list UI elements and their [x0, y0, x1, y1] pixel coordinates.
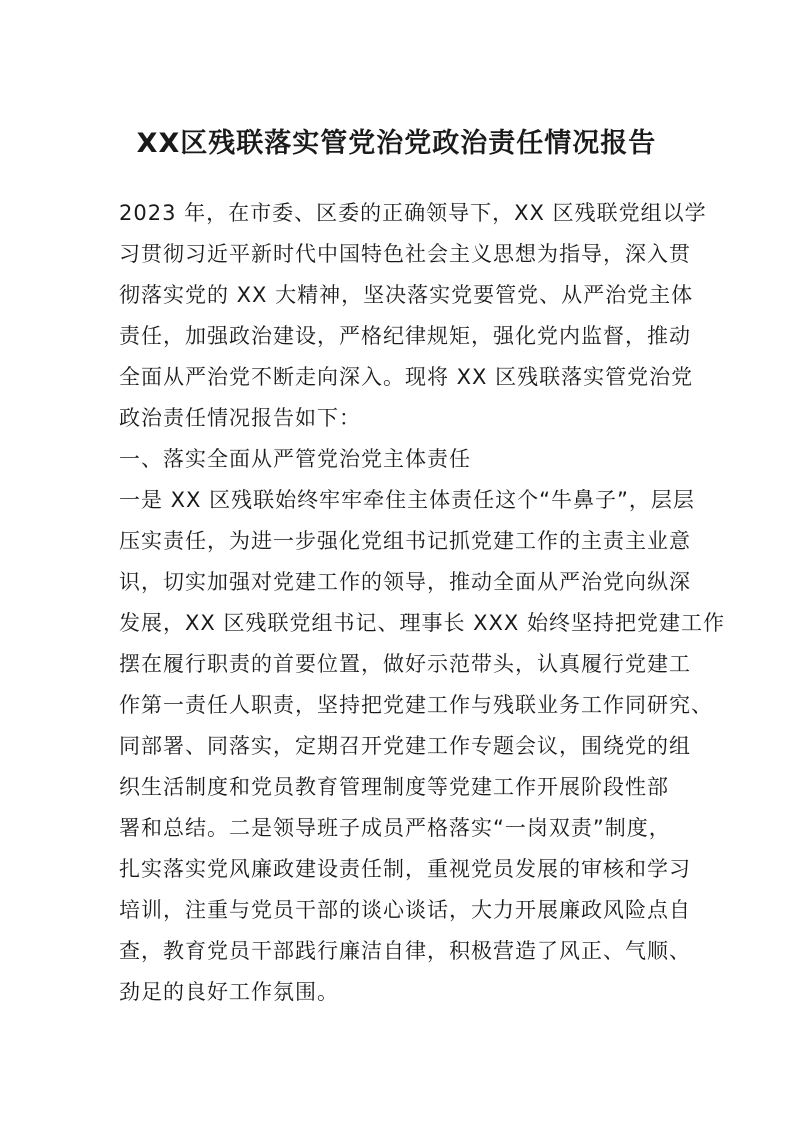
- text-line: 扎实落实党风廉政建设责任制，重视党员发展的审核和学习: [119, 857, 691, 881]
- text-line: 培训，注重与党员干部的谈心谈话，大力开展廉政风险点自: [119, 898, 691, 922]
- document-title: XX区残联落实管党治党政治责任情况报告: [136, 128, 657, 159]
- text-line: 作第一责任人职责，坚持把党建工作与残联业务工作同研究、: [119, 693, 713, 717]
- text-line: 2023 年，在市委、区委的正确领导下，XX 区残联党组以学: [119, 201, 707, 225]
- section-heading: 一、落实全面从严管党治党主体责任: [119, 447, 471, 471]
- text-line: 责任，加强政治建设，严格纪律规矩，强化党内监督，推动: [119, 324, 691, 348]
- text-line: 织生活制度和党员教育管理制度等党建工作开展阶段性部: [119, 775, 669, 799]
- text-line: 政治责任情况报告如下：: [119, 406, 361, 430]
- text-line: 彻落实党的 XX 大精神，坚决落实党要管党、从严治党主体: [119, 283, 694, 307]
- text-line: 习贯彻习近平新时代中国特色社会主义思想为指导，深入贯: [119, 242, 691, 266]
- text-line: 署和总结。二是领导班子成员严格落实“一岗双责”制度，: [119, 816, 671, 840]
- text-line: 同部署、同落实，定期召开党建工作专题会议，围绕党的组: [119, 734, 691, 758]
- text-line: 识，切实加强对党建工作的领导，推动全面从严治党向纵深: [119, 570, 691, 594]
- text-line: 劲足的良好工作氛围。: [119, 980, 339, 1004]
- document-body: [119, 193, 725, 1013]
- text-line: 一是 XX 区残联始终牢牢牵住主体责任这个“牛鼻子”，层层: [119, 488, 695, 512]
- text-line: 摆在履行职责的首要位置，做好示范带头，认真履行党建工: [119, 652, 691, 676]
- text-line: 发展，XX 区残联党组书记、理事长 XXX 始终坚持把党建工作: [119, 611, 725, 635]
- text-line: 压实责任，为进一步强化党组书记抓党建工作的主责主业意: [119, 529, 691, 553]
- text-line: 查，教育党员干部践行廉洁自律，积极营造了风正、气顺、: [119, 939, 691, 963]
- text-line: 全面从严治党不断走向深入。现将 XX 区残联落实管党治党: [119, 365, 694, 389]
